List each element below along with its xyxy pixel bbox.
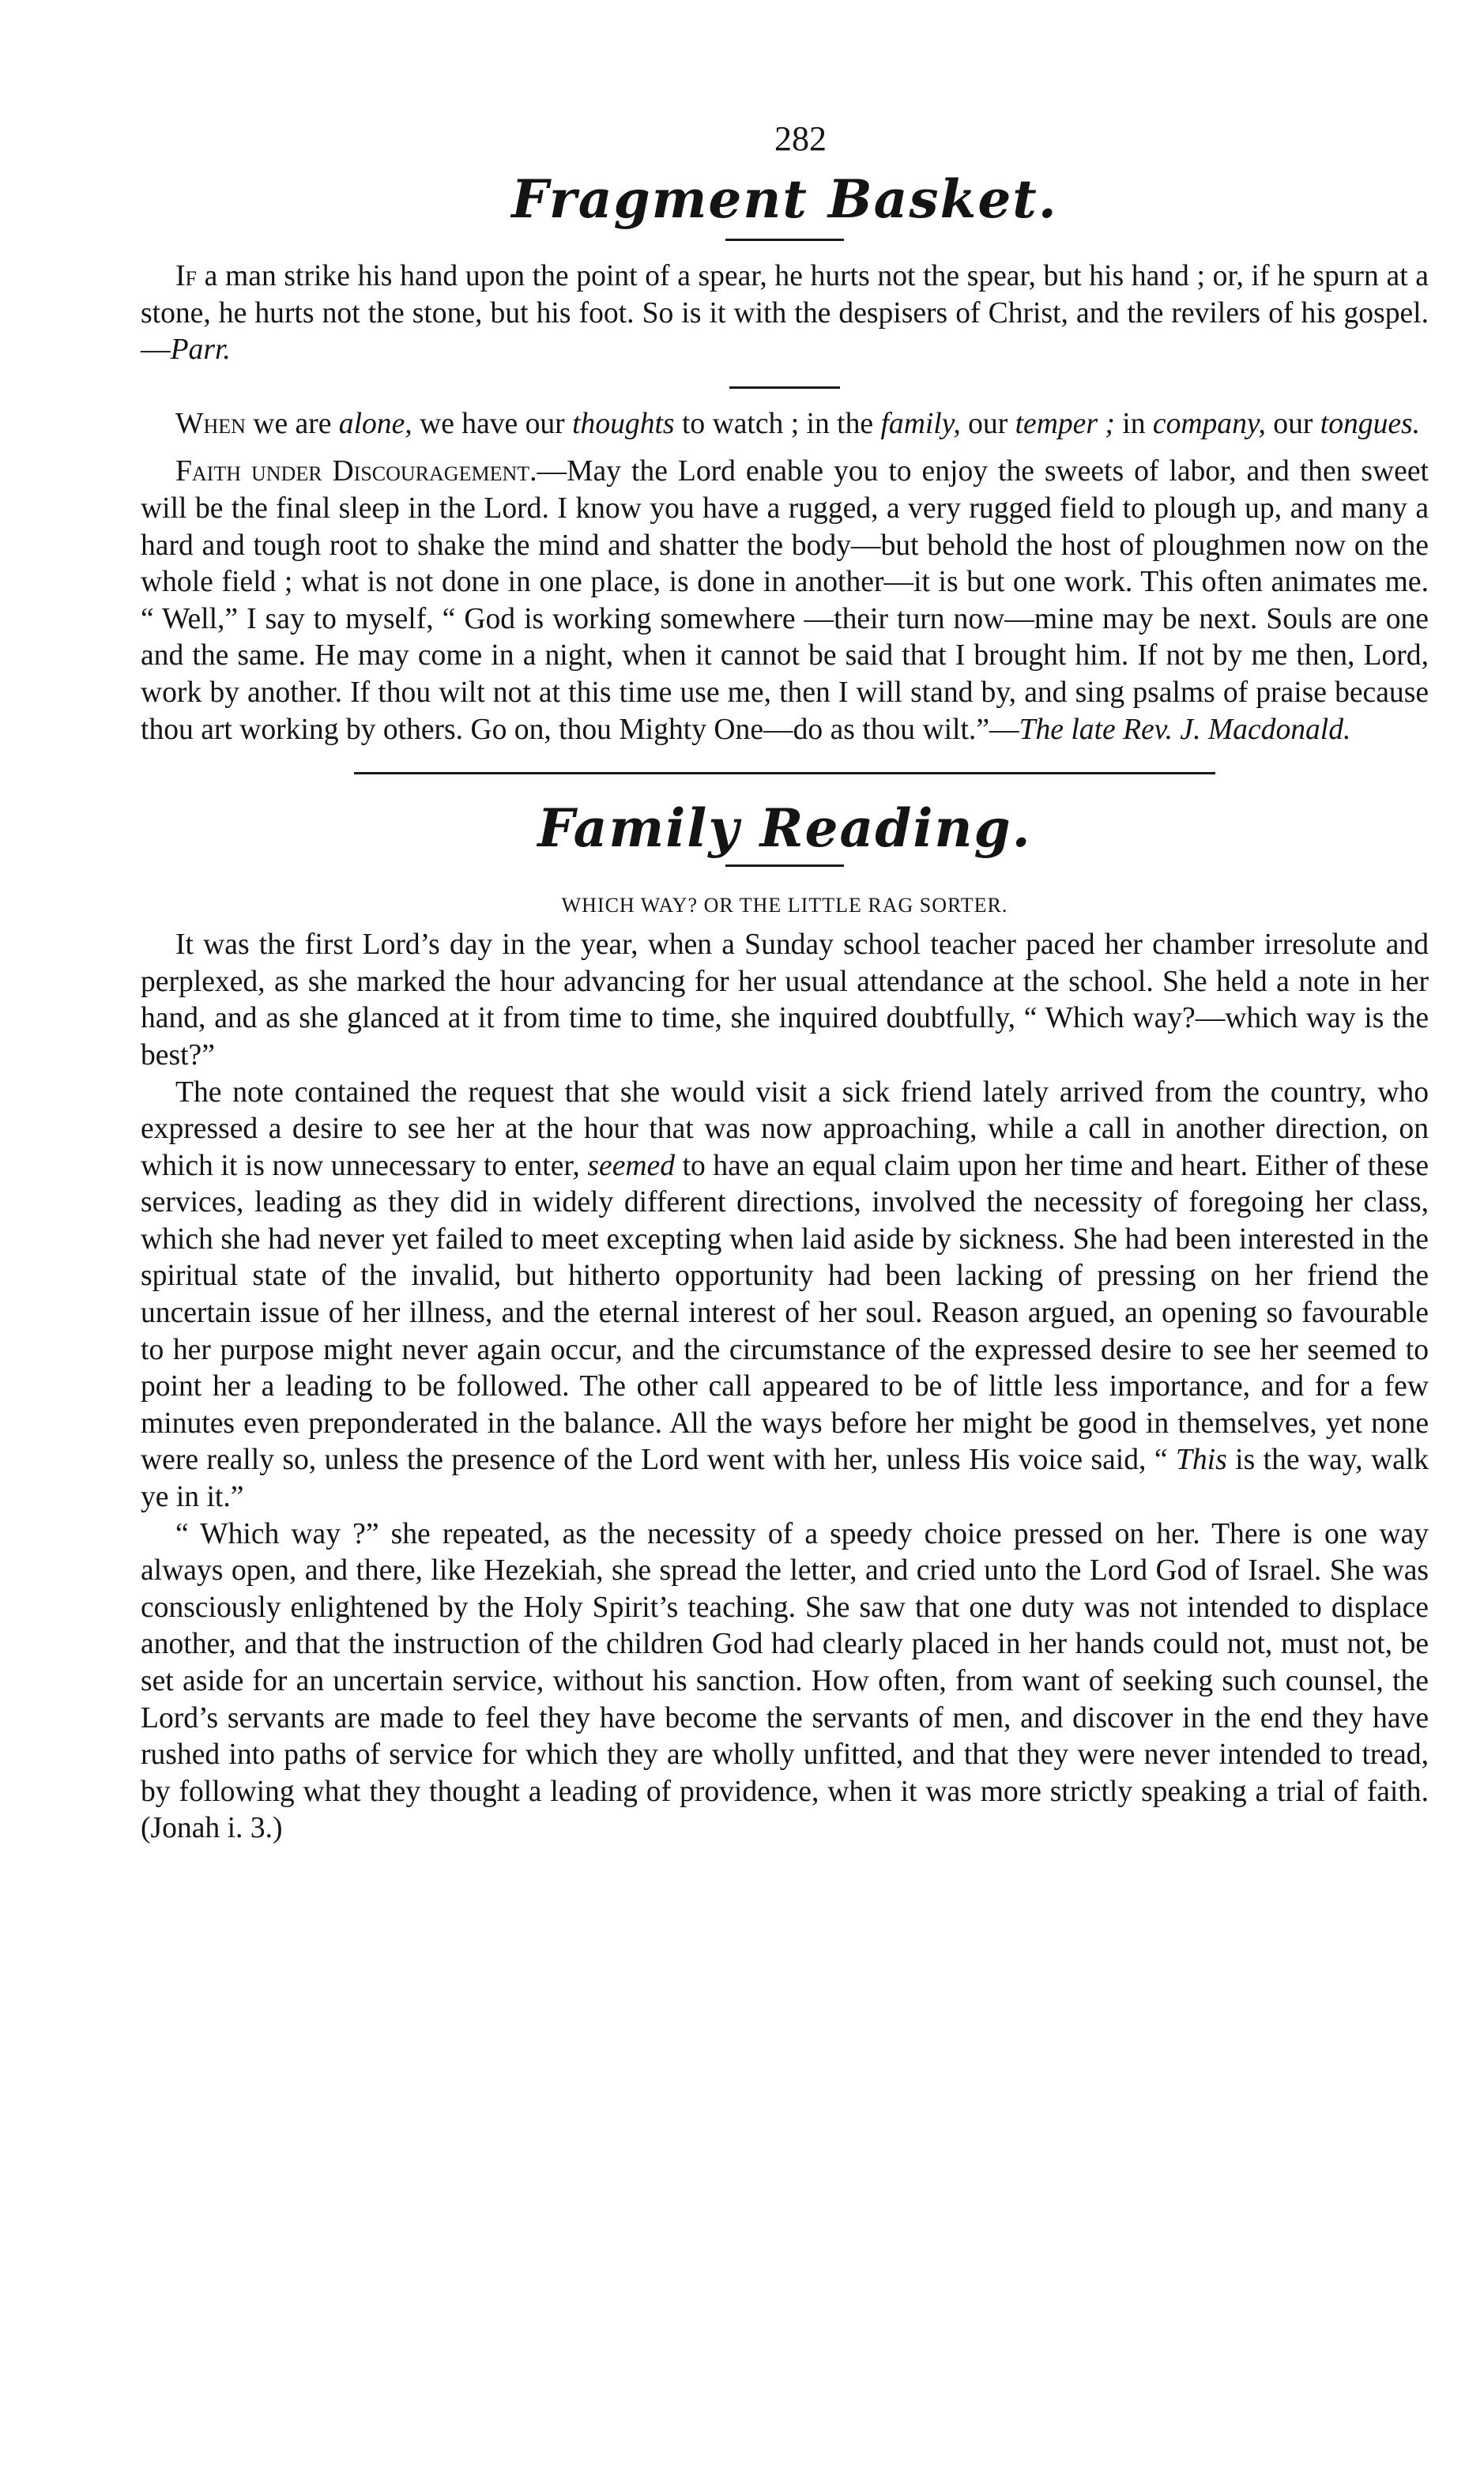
section-title-fragment-basket: Fragment Basket. (511, 168, 1058, 230)
title-rule (725, 864, 844, 867)
author-parr: Parr. (170, 333, 231, 367)
paragraph-parr: If a man strike his hand upon the point of a spear, he hurts not the spear, but his hand ; or, if he spurn at a stone, he hurts not the stone, but his foot. So is it with the despisers of Christ, and the revilers of his gospel.—Parr. (141, 260, 1429, 367)
paragraph-heading: Faith under Discouragement. (175, 455, 537, 488)
section-title-family-reading: Family Reading. (537, 797, 1032, 860)
story-subtitle: WHICH WAY? OR THE LITTLE RAG SORTER. (561, 894, 1008, 917)
story-paragraph-1: It was the first Lord’s day in the year, when a Sunday school teacher paced her chamber irresolute and perplexed, as she marked the hour advancing for her usual attendance at the school. She held a note in her hand, and as she glanced at it from time to time, she inquired doubtfully, “ Which way?—which way is the best?” (141, 928, 1429, 1072)
section-divider (354, 772, 1215, 774)
page (141, 119, 1429, 1847)
page-number: 282 (774, 119, 827, 158)
paragraph-faith-under-discouragement: Faith under Discouragement.—May the Lord enable you to enjoy the sweets of labor, and then sweet will be the final sleep in the Lord. I know you have a rugged, a very rugged field to plough up, and many a hard and tough root to shake the mind and shatter the body—but behold the host of ploughmen now on the whole field ; what is not done in one place, is done in another—it is but one work. This often animates me. “ Well,” I say to myself, “ God is working somewhere —their turn now—mine may be next. Souls are one and the same. He may come in a night, when it cannot be said that I brought him. If not by me then, Lord, work by another. If thou wilt not at this time use me, then I will stand by, and sing psalms of praise because thou art working by others. Go on, thou Mighty One—do as thou wilt.”—The late Rev. J. Macdonald. (141, 455, 1429, 746)
story-paragraph-2: The note contained the request that she would visit a sick friend lately arrived from the country, who expressed a desire to see her at the hour that was now approaching, while a call in another direction, on which it is now unnecessary to enter, seemed to have an equal claim upon her time and heart. Either of these services, leading as they did in widely different directions, involved the necessity of foregoing her class, which she had never yet failed to meet excepting when laid aside by sickness. She had been interested in the spiritual state of the invalid, but hitherto opportunity had been lacking of pressing on her friend the uncertain issue of her illness, and the eternal interest of her soul. Reason argued, an opening so favourable to her purpose might never again occur, and the circumstance of the expressed desire to see her seemed to point her a leading to be followed. The other call appeared to be of little less importance, and for a few minutes even preponderated in the balance. All the ways before her might be good in themselves, yet none were really so, unless the presence of the Lord went with her, unless His voice said, “ This is the way, walk ye in it.” (141, 1075, 1429, 1514)
story-paragraph-3: “ Which way ?” she repeated, as the necessity of a speedy choice pressed on her. There is one way always open, and there, like Hezekiah, she spread the letter, and cried unto the Lord God of Israel. She was consciously enlightened by the Holy Spirit’s teaching. She saw that one duty was not intended to displace another, and that the instruction of the children God had clearly placed in her hands could not, must not, be set aside for an uncertain service, without his sanction. How often, from want of seeking such counsel, the Lord’s servants are made to feel they have become the servants of men, and discover in the end they have rushed into paths of service for which they are wholly unfitted, and that they were never intended to tread, by following what they thought a leading of providence, when it was more strictly speaking a trial of faith. (Jonah i. 3.) (141, 1517, 1429, 1845)
attribution-macdonald: The late Rev. J. Macdonald. (1019, 713, 1351, 746)
paragraph-alone: When we are alone, we have our thoughts to watch ; in the family, our temper ; in company, our tongues. (175, 407, 1421, 440)
